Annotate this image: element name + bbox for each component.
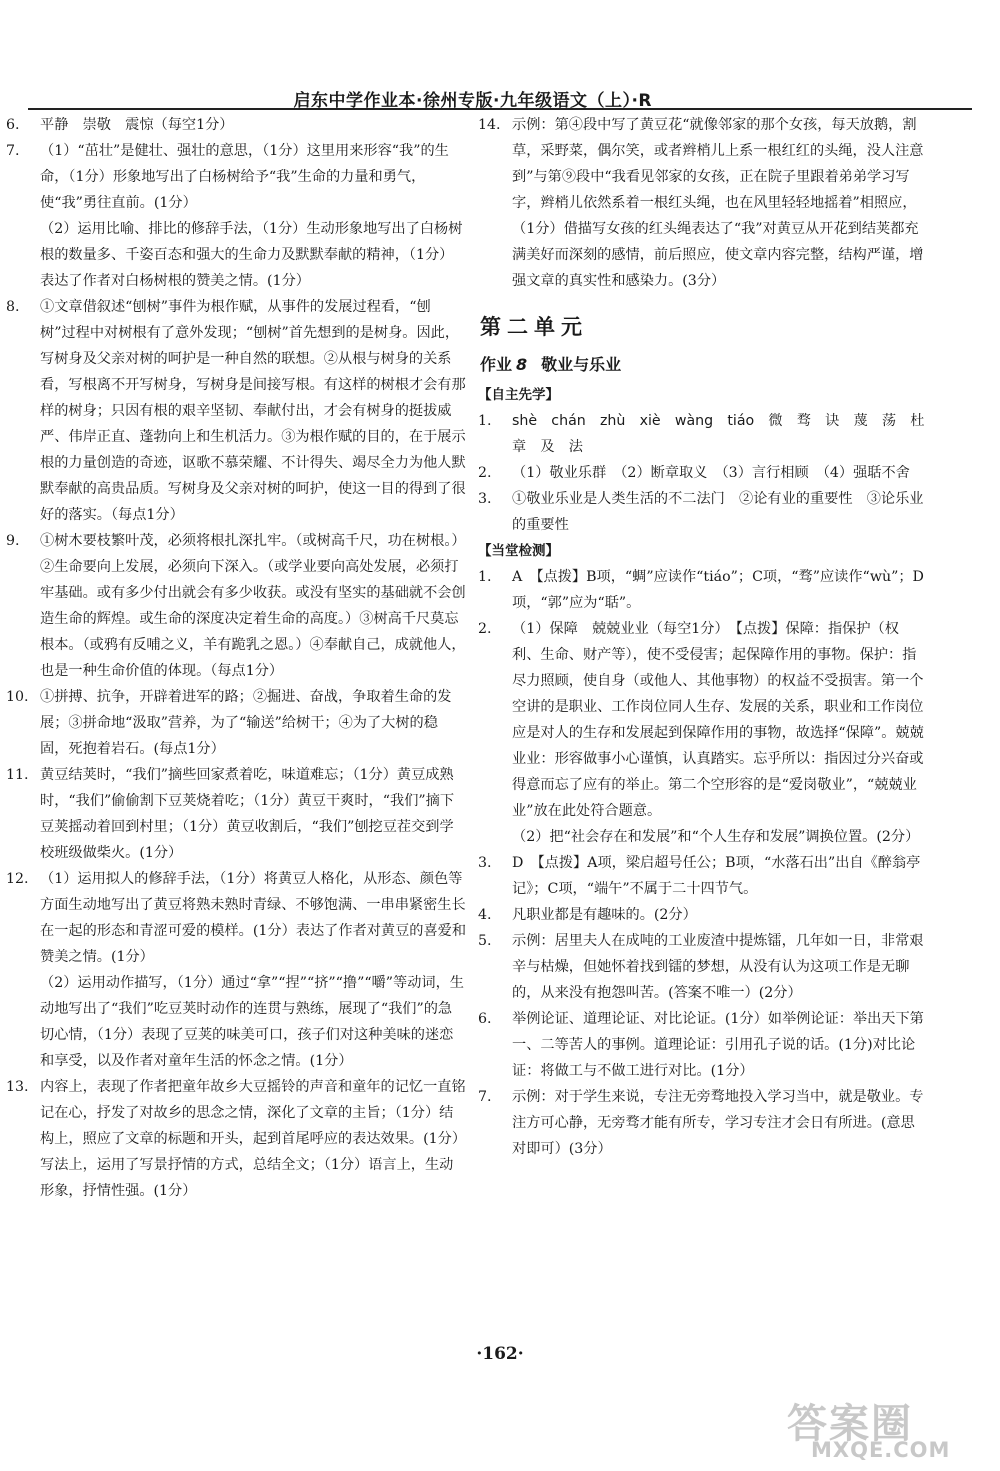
item-number: 13.	[6, 1079, 29, 1095]
answer-text: 举例论证、道理论证、对比论证。(1分）如举例论证：举出天下第一、二等苦人的事例。道理论证：引用孔子说的话。(1分)对比论证：将做工与不做工进行对比。(1分）	[512, 1011, 924, 1079]
homework-number: 8	[516, 355, 528, 374]
unit-title: 第二单元	[480, 315, 588, 339]
in-class-tag: 【当堂检测】	[478, 543, 559, 559]
answer-item-14	[478, 112, 926, 294]
item-number: 1.	[478, 569, 492, 585]
answer-text: （1）运用拟人的修辞手法，（1分）将黄豆人格化，从形态、颜色等方面生动地写出了黄豆将熟未熟时青绿、不够饱满、一串串紧密生长在一起的形态和青涩可爱的模样。(1分）表达了作者对黄豆的喜爱和赞美之情。(1分）	[40, 871, 467, 965]
answer-item-7	[6, 138, 466, 294]
answer-item-8	[6, 294, 466, 528]
answer-item-9	[6, 528, 466, 684]
answer-item-6	[6, 112, 466, 138]
watermark-logo-text: 答案圈	[787, 1401, 913, 1447]
answer-text: 黄豆结荚时，“我们”摘些回家煮着吃，味道难忘；（1分）黄豆成熟时，“我们”偷偷割下豆荚烧着吃；（1分）黄豆干爽时，“我们”摘下豆荚摇动着回到村里；（1分）黄豆收割后，“我们”刨挖豆茬交到学校班级做柴火。(1分）	[40, 767, 455, 861]
in-class-item-5	[478, 928, 926, 1006]
answer-text: 示例：第④段中写了黄豆花“就像邻家的那个女孩，每天放鹅，割草，采野菜，偶尔笑，或者辫梢儿上系一根红红的头绳，没人注意到”与第⑨段中“我看见邻家的女孩，正在院子里跟着弟弟学习写字，辫梢儿依然系着一根红头绳，也在风里轻轻地摇着”相照应，（1分）借描写女孩的红头绳表达了“我”对黄豆从开花到结荚都充满美好而深刻的感情，前后照应，使文章内容完整，结构严谨，增强文章的真实性和感染力。(3分）	[512, 117, 924, 289]
in-class-item-2	[478, 616, 926, 850]
item-number: 5.	[478, 933, 492, 949]
item-number: 8.	[6, 299, 20, 315]
item-number: 3.	[478, 855, 492, 871]
answer-text: 平静 崇敬 震惊（每空1分）	[40, 117, 234, 133]
item-number: 2.	[478, 465, 492, 481]
answer-item-10	[6, 684, 466, 762]
answer-item-13	[6, 1074, 466, 1204]
self-study-tag: 【自主先学】	[478, 387, 559, 403]
answer-text: （1）保障 兢兢业业（每空1分） 【点拨】保障：指保护（权利、生命、财产等），使不受侵害；起保障作用的事物。保护：指尽力照顾，使自身（或他人、其他事物）的权益不受损害。第一个空讲的是职业、工作岗位同人生存、发展的关系，职业和工作岗位应是对人的生存和发展起到保障作用的事物，故选择“保障”。兢兢业业：形容做事小心谨慎，认真踏实。忘乎所以：指因过分兴奋或得意而忘了应有的举止。第二个空形容的是“爱岗敬业”，“兢兢业业”放在此处符合题意。	[512, 621, 924, 819]
homework-label: 作业	[480, 355, 513, 374]
in-class-item-7	[478, 1084, 926, 1162]
answer-text: （2）运用动作描写，（1分）通过“拿”“捏”“挤”“撸”“嚼”等动词，生动地写出了“我们”吃豆荚时动作的连贯与熟练，展现了“我们”的急切心情，（1分）表现了豆荚的味美可口，孩子们对这种美味的迷恋和享受，以及作者对童年生活的怀念之情。(1分）	[40, 975, 464, 1069]
self-study-item-1	[478, 408, 939, 460]
item-number: 6.	[478, 1011, 492, 1027]
in-class-item-4	[478, 902, 926, 928]
in-class-item-1	[478, 564, 926, 616]
answer-text: ①敬业乐业是人类生活的不二法门 ②论有业的重要性 ③论乐业的重要性	[512, 491, 924, 533]
pinyin-answers: shè chán zhù xiè wàng tiáo	[512, 413, 755, 429]
answer-text: D 【点拨】A项，梁启超号任公；B项，“水落石出”出自《醉翁亭记》；C项，“端午”不属于二十四节气。	[512, 855, 921, 897]
answer-text: （1）敬业乐群 （2）断章取义 （3）言行相顾 （4）强聒不舍	[512, 465, 910, 481]
answer-text: 内容上，表现了作者把童年故乡大豆摇铃的声音和童年的记忆一直铭记在心，抒发了对故乡的思念之情，深化了文章的主旨；（1分）结构上，照应了文章的标题和开头，起到首尾呼应的表达效果。(1分）写法上，运用了写景抒情的方式，总结全文；（1分）语言上，生动形象，抒情性强。(1分）	[40, 1079, 467, 1199]
self-study-item-3	[478, 486, 926, 538]
item-number: 11.	[6, 767, 29, 783]
answer-text: 示例：居里夫人在成吨的工业废渣中提炼镭，几年如一日，非常艰辛与枯燥，但她怀着找到镭的梦想，从没有认为这项工作是无聊的，从来没有抱怨叫苦。(答案不唯一）(2分）	[512, 933, 924, 1001]
item-number: 6.	[6, 117, 20, 133]
item-number: 1.	[478, 413, 492, 429]
answer-text: 凡职业都是有趣味的。(2分）	[512, 907, 697, 923]
page-number: ·162·	[476, 1344, 524, 1364]
answer-text: ①拼搏、抗争，开辟着进军的路；②掘进、奋战，争取着生命的发展；③拼命地“汲取”营养，为了“输送”给树干；④为了大树的稳固，死抱着岩石。(每点1分）	[40, 689, 452, 757]
answer-item-11	[6, 762, 466, 866]
left-column	[6, 112, 466, 1204]
answer-text: A 【点拨】B项，“蜩”应读作“tiáo”；C项，“骛”应读作“wù”；D项，“郭”应为“聒”。	[512, 569, 924, 611]
answer-item-12	[6, 866, 466, 1074]
watermark-site-text: MXQE.COM	[811, 1438, 951, 1462]
item-number: 10.	[6, 689, 29, 705]
self-study-item-2	[478, 460, 926, 486]
item-number: 3.	[478, 491, 492, 507]
header-title: 启东中学作业本·徐州专版·九年级语文（上）·R	[293, 91, 652, 111]
homework-name: 敬业与乐业	[541, 355, 622, 374]
character-answers: 微 骛 诀 蔑 荡 杜 章 及 法	[512, 413, 939, 455]
in-class-item-3	[478, 850, 926, 902]
answer-text: （2）运用比喻、排比的修辞手法，（1分）生动形象地写出了白杨树根的数量多、千姿百态和强大的生命力及默默奉献的精神，（1分）表达了作者对白杨树根的赞美之情。(1分）	[40, 221, 463, 289]
answer-text: ①树木要枝繁叶茂，必须将根扎深扎牢。（或树高千尺，功在树根。）②生命要向上发展，必须向下深入。（或学业要向高处发展，必须打牢基础。或有多少付出就会有多少收获。或没有坚实的基础就不会创造生命的辉煌。或生命的深度决定着生命的高度。）③树高千尺莫忘根本。（或鸦有反哺之义，羊有跪乳之恩。）④奉献自己，成就他人，也是一种生命价值的体现。（每点1分）	[40, 533, 466, 679]
answer-text: 示例：对于学生来说，专注无旁骛地投入学习当中，就是敬业。专注方可心静，无旁骛才能有所专，学习专注才会日有所进。(意思对即可）(3分）	[512, 1089, 924, 1157]
item-number: 12.	[6, 871, 29, 887]
page-header	[28, 86, 972, 110]
right-column	[478, 112, 939, 1162]
in-class-item-6	[478, 1006, 926, 1084]
item-number: 9.	[6, 533, 20, 549]
item-number: 2.	[478, 621, 492, 637]
site-watermark	[781, 1392, 986, 1464]
homework-title	[480, 350, 926, 380]
answer-text: ①文章借叙述“刨树”事件为根作赋，从事件的发展过程看，“刨树”过程中对树根有了意外发现；“刨树”首先想到的是树身。因此，写树身及父亲对树的呵护是一种自然的联想。②从根与树身的关系看，写根离不开写树身，写树身是间接写根。有这样的树根才会有那样的树身；只因有根的艰辛坚韧、奉献付出，才会有树身的挺拔威严、伟岸正直、蓬勃向上和生机活力。③为根作赋的目的，在于展示根的力量创造的奇迹，讴歌不慕荣耀、不计得失、竭尽全力为他人默默奉献的高贵品质。写树身及父亲对树的呵护，使这一目的得到了很好的落实。（每点1分）	[40, 299, 466, 523]
item-number: 7.	[6, 143, 20, 159]
answer-text: （2）把“社会存在和发展”和“个人生存和发展”调换位置。(2分）	[512, 829, 920, 845]
item-number: 14.	[478, 117, 501, 133]
item-number: 4.	[478, 907, 492, 923]
item-number: 7.	[478, 1089, 492, 1105]
answer-text: （1）“茁壮”是健壮、强壮的意思，（1分）这里用来形容“我”的生命，（1分）形象地写出了白杨树给予“我”生命的力量和勇气，使“我”勇往直前。(1分）	[40, 143, 449, 211]
